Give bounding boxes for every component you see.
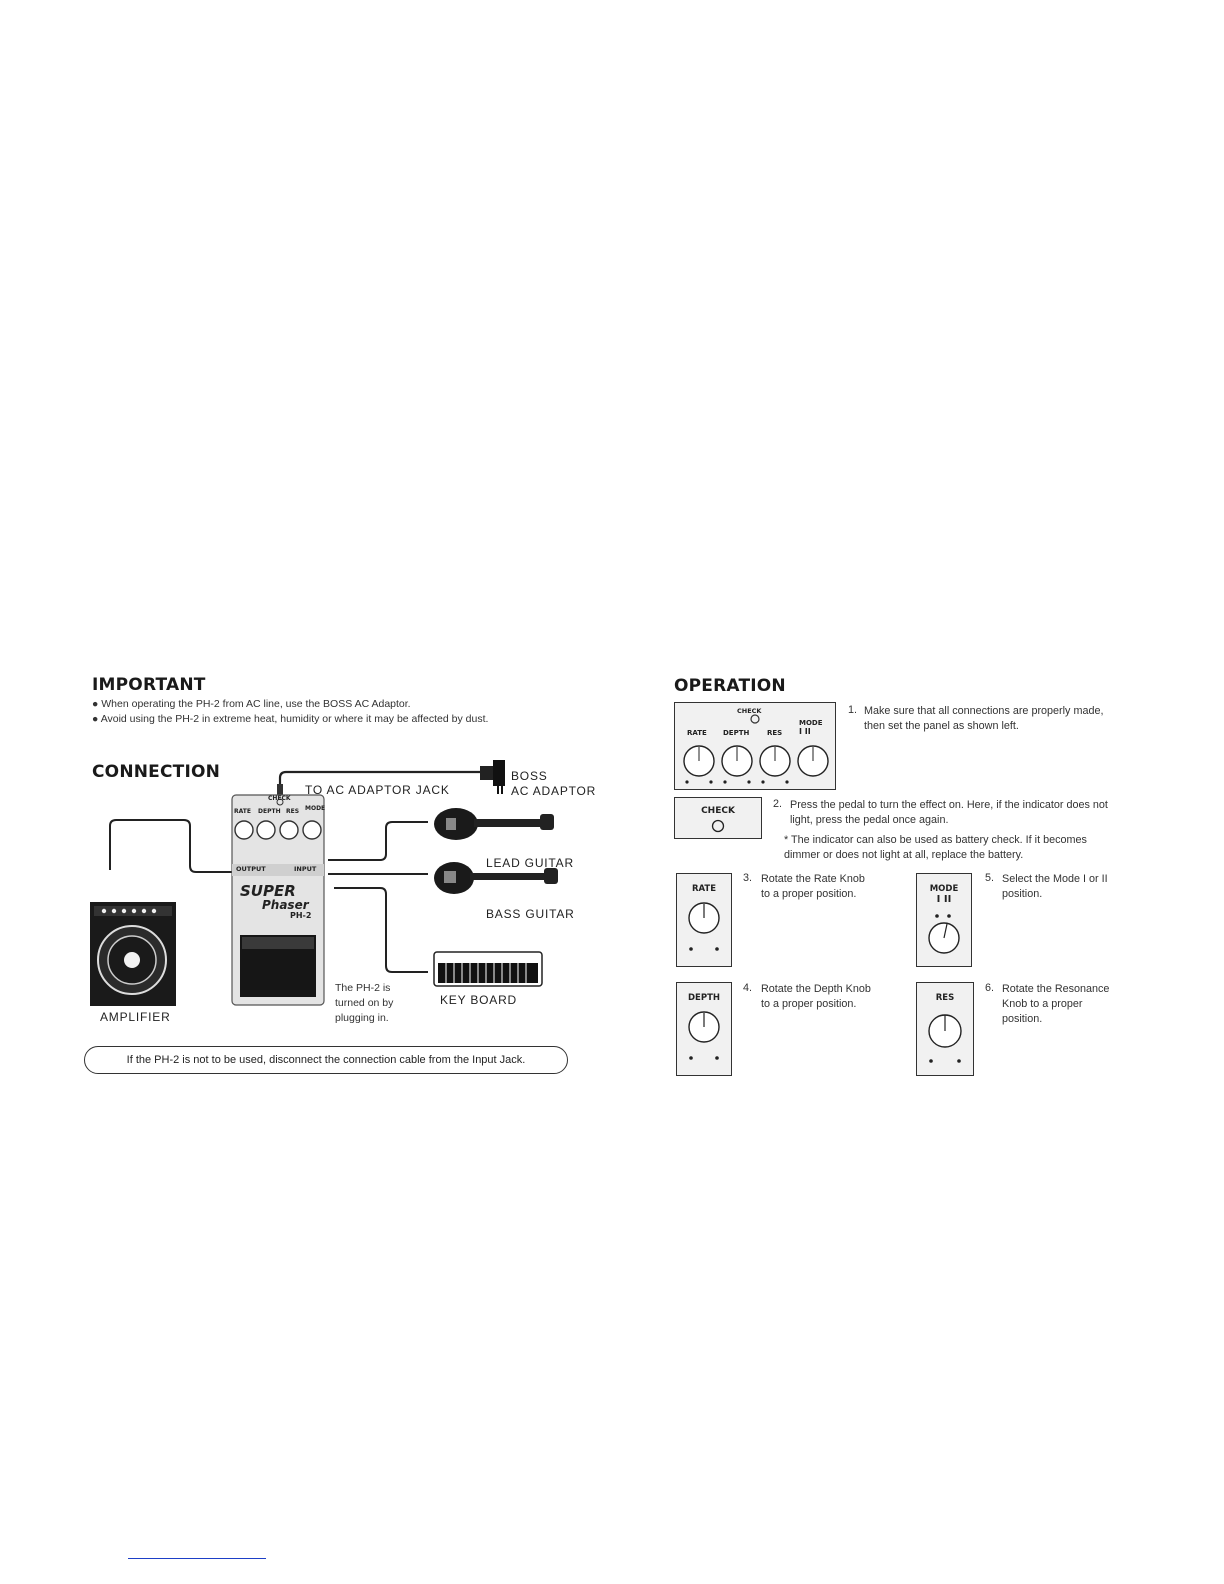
amp-cable: [110, 820, 232, 872]
amplifier-label: AMPLIFIER: [100, 1010, 171, 1024]
important-title: IMPORTANT: [92, 675, 206, 695]
pedal-depth-label: DEPTH: [258, 808, 281, 815]
res-panel-label: RES: [935, 993, 955, 1003]
lead-guitar-icon: [434, 808, 554, 840]
operation-title: OPERATION: [674, 676, 786, 696]
keyboard-icon: [434, 952, 542, 986]
connection-title: CONNECTION: [92, 762, 221, 782]
keyboard-label: KEY BOARD: [440, 993, 518, 1007]
panel-depth-label: DEPTH: [723, 729, 750, 737]
pedal-brand-phaser: Phaser: [262, 898, 309, 912]
step-4-text: Rotate the Depth Knob to a proper position.: [761, 983, 871, 1010]
step-1-number: 1.: [848, 704, 858, 716]
panel-rate-label: RATE: [687, 729, 707, 737]
panel-check-label: CHECK: [737, 707, 762, 715]
pedal-brand-super: SUPER: [240, 882, 296, 900]
turned-on-line-1: The PH-2 is: [335, 982, 391, 994]
pedal-rate-label: RATE: [234, 808, 251, 815]
panel-mode-label: MODE: [799, 719, 823, 727]
step-6-number: 6.: [985, 982, 995, 994]
depth-panel: [676, 982, 732, 1076]
res-knob-large-icon: [917, 983, 973, 1075]
pedal-res-label: RES: [286, 808, 300, 815]
mode-knob-large-icon: [917, 874, 971, 966]
check-panel: [674, 797, 762, 839]
rate-panel-label: RATE: [691, 884, 717, 894]
rate-knob-large-icon: [677, 874, 731, 966]
step-1-text: Make sure that all connections are properly made, then set the panel as shown left.: [864, 705, 1104, 732]
panel-mode-positions: I II: [799, 727, 811, 736]
check-panel-label: CHECK: [701, 806, 735, 816]
step-6-text: Rotate the Resonance Knob to a proper position.: [1002, 983, 1110, 1025]
pedal-input-label: INPUT: [294, 865, 317, 873]
step-3-number: 3.: [743, 872, 753, 884]
pedal-check-label: CHECK: [268, 795, 291, 802]
footer-rule: [128, 1558, 266, 1559]
panel-knobs: [675, 703, 835, 789]
important-bullet-1: ● When operating the PH-2 from AC line, use the BOSS AC Adaptor.: [92, 698, 411, 710]
step-5-number: 5.: [985, 872, 995, 884]
bass-guitar-label: BASS GUITAR: [486, 907, 575, 921]
rate-panel: [676, 873, 732, 967]
pedal-mode-label: MODE: [305, 805, 326, 812]
battery-note: * The indicator can also be used as battery check. If it becomes dimmer or does not light at all, replace the battery.: [784, 834, 1087, 861]
lead-guitar-label: LEAD GUITAR: [486, 856, 574, 870]
step-2-text: Press the pedal to turn the effect on. Here, if the indicator does not light, press the pedal once again.: [790, 799, 1108, 826]
amplifier-icon: [90, 902, 176, 1006]
step-3-text: Rotate the Rate Knob to a proper position.: [761, 873, 865, 900]
check-indicator-icon: [710, 818, 726, 834]
full-control-panel: [674, 702, 836, 790]
depth-panel-label: DEPTH: [687, 993, 720, 1003]
depth-knob-large-icon: [677, 983, 731, 1075]
step-4-number: 4.: [743, 982, 753, 994]
turned-on-line-3: plugging in.: [335, 1012, 389, 1024]
ac-adaptor-label: AC ADAPTOR: [511, 784, 597, 798]
mode-panel-label: MODE: [929, 884, 959, 894]
ac-adaptor-icon: [493, 760, 505, 786]
pedal-model-label: PH-2: [290, 911, 312, 920]
mode-panel: [916, 873, 972, 967]
check-led-icon: [751, 715, 759, 723]
boss-label: BOSS: [511, 769, 548, 783]
mode-positions-label: I II: [936, 894, 952, 905]
ac-jack-label: TO AC ADAPTOR JACK: [305, 783, 450, 797]
turned-on-line-2: turned on by: [335, 997, 394, 1009]
step-2-number: 2.: [773, 798, 783, 810]
step-5-text: Select the Mode I or II position.: [1002, 873, 1108, 900]
pedal-output-label: OUTPUT: [236, 865, 266, 873]
panel-res-label: RES: [767, 729, 783, 737]
important-bullet-2: ● Avoid using the PH-2 in extreme heat, humidity or where it may be affected by dust.: [92, 713, 489, 725]
res-panel: [916, 982, 974, 1076]
disconnect-note: If the PH-2 is not to be used, disconnect the connection cable from the Input Jack.: [84, 1046, 568, 1074]
